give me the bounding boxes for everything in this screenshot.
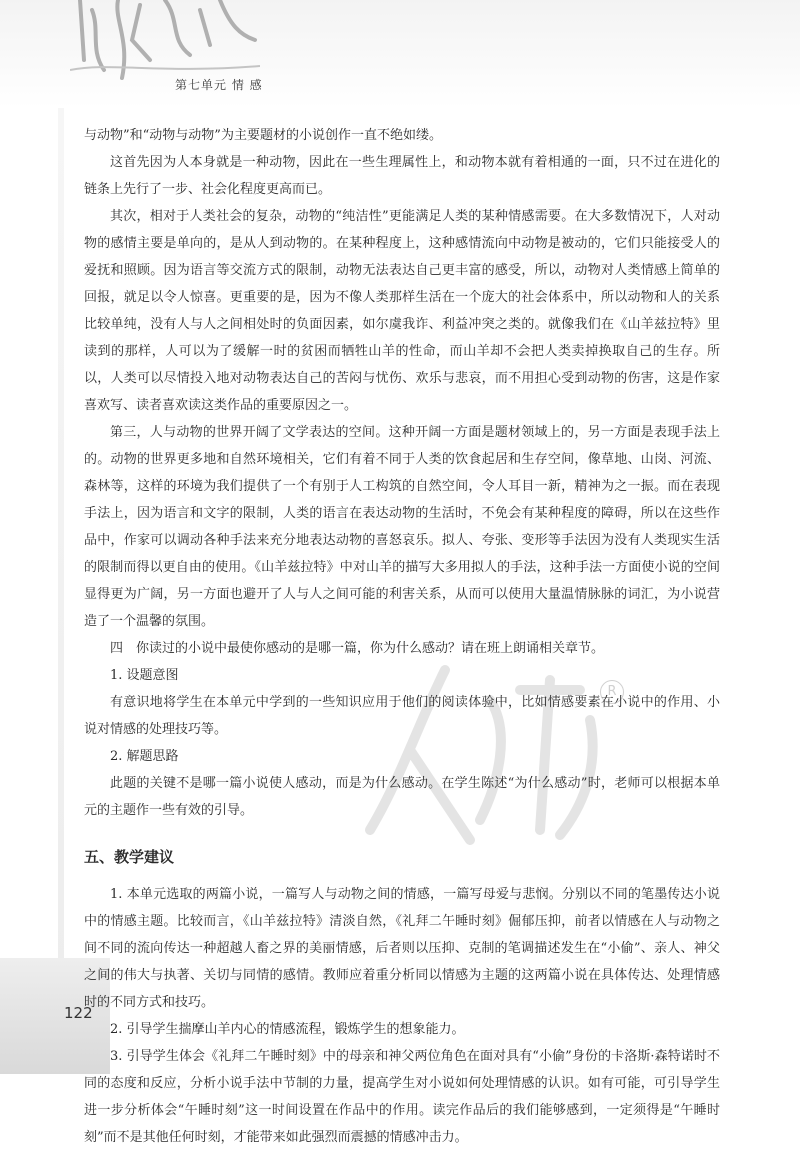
solution-label: 2. 解题思路 <box>110 749 179 764</box>
suggestion-item: 3. 引导学生体会《礼拜二午睡时刻》中的母亲和神父两位角色在面对具有“小偷”身份的卡洛斯·森特诺时不同的态度和反应，分析小说手法中节制的力量，提高学生对小说如何处理情感的认识。如有可能，可引导学生进一步分析体会“午睡时刻”这一时间设置在作品中的作用。读完作品后的我们能够感到，一定须得是“午睡时刻”而不是其他任何时刻，才能带来如此强烈而震撼的情感冲击力。 <box>84 1049 720 1145</box>
unit-title: 第七单元 情 感 <box>175 78 263 92</box>
suggestion-item: 2. 引导学生揣摩山羊内心的情感流程，锻炼学生的想象能力。 <box>110 1022 465 1037</box>
paragraph: 这首先因为人本身就是一种动物，因此在一些生理属性上，和动物本就有着相通的一面，只不过在进化的链条上先行了一步、社会化程度更高而已。 <box>84 155 720 197</box>
header-banner <box>0 0 800 108</box>
decorative-header-art <box>70 0 260 80</box>
registered-mark-icon: R <box>600 680 624 704</box>
suggestion-item: 1. 本单元选取的两篇小说，一篇写人与动物之间的情感，一篇写母爱与悲悯。分别以不同的笔墨传达小说中的情感主题。比较而言，《山羊兹拉特》清淡自然，《礼拜二午睡时刻》倔郁压抑，前者以情感在人与动物之间不同的流向传达一种超越人畜之界的美丽情感，后者则以压抑、克制的笔调描述发生在“小偷”、亲人、神父之间的伟大与执著、关切与同情的感情。教师应着重分析同以情感为主题的这两篇小说在具体传达、处理情感时的不同方式和技巧。 <box>84 887 720 1010</box>
page-content <box>84 122 720 1151</box>
solution-text: 此题的关键不是哪一篇小说使人感动，而是为什么感动。在学生陈述“为什么感动”时，老师可以根据本单元的主题作一些有效的引导。 <box>84 776 720 818</box>
paragraph: 与动物”和“动物与动物”为主要题材的小说创作一直不绝如缕。 <box>84 128 442 143</box>
question-four: 四 你读过的小说中最使你感动的是哪一篇，你为什么感动？请在班上朗诵相关章节。 <box>110 641 605 656</box>
page-number: 122 <box>64 1004 93 1022</box>
paragraph: 第三，人与动物的世界开阔了文学表达的空间。这种开阔一方面是题材领域上的，另一方面是表现手法上的。动物的世界更多地和自然环境相关，它们有着不同于人类的饮食起居和生存空间，像草地、山岗、河流、森林等，这样的环境为我们提供了一个有别于人工构筑的自然空间，令人耳目一新，精神为之一振。而在表现手法上，因为语言和文字的限制，人类的语言在表达动物的生活时，不免会有某种程度的障碍，所以在这些作品中，作家可以调动各种手法来充分地表达动物的喜怒哀乐。拟人、夸张、变形等手法因为没有人类现实生活的限制而得以更自由的使用。《山羊兹拉特》中对山羊的描写大多用拟人的手法，这种手法一方面使小说的空间显得更为广阔，另一方面也避开了人与人之间可能的利害关系，从而可以使用大量温情脉脉的词汇，为小说营造了一个温馨的氛围。 <box>84 425 720 629</box>
design-intent-text: 有意识地将学生在本单元中学到的一些知识应用于他们的阅读体验中，比如情感要素在小说中的作用、小说对情感的处理技巧等。 <box>84 695 720 737</box>
left-margin-strip <box>58 108 64 1074</box>
paragraph: 其次，相对于人类社会的复杂，动物的“纯洁性”更能满足人类的某种情感需要。在大多数情况下，人对动物的感情主要是单向的，是从人到动物的。在某种程度上，这种感情流向中动物是被动的，它们只能接受人的爱抚和照顾。因为语言等交流方式的限制，动物无法表达自己更丰富的感受，所以，动物对人类情感上简单的回报，就足以令人惊喜。更重要的是，因为不像人类那样生活在一个庞大的社会体系中，所以动物和人的关系比较单纯，没有人与人之间相处时的负面因素，如尔虞我诈、利益冲突之类的。就像我们在《山羊兹拉特》里读到的那样，人可以为了缓解一时的贫困而牺牲山羊的性命，而山羊却不会把人类卖掉换取自己的生存。所以，人类可以尽情投入地对动物表达自己的苦闷与忧伤、欢乐与悲哀，而不用担心受到动物的伤害，这是作家喜欢写、读者喜欢读这类作品的重要原因之一。 <box>84 209 720 413</box>
section-heading: 五、教学建议 <box>84 848 175 866</box>
design-intent-label: 1. 设题意图 <box>110 668 179 683</box>
